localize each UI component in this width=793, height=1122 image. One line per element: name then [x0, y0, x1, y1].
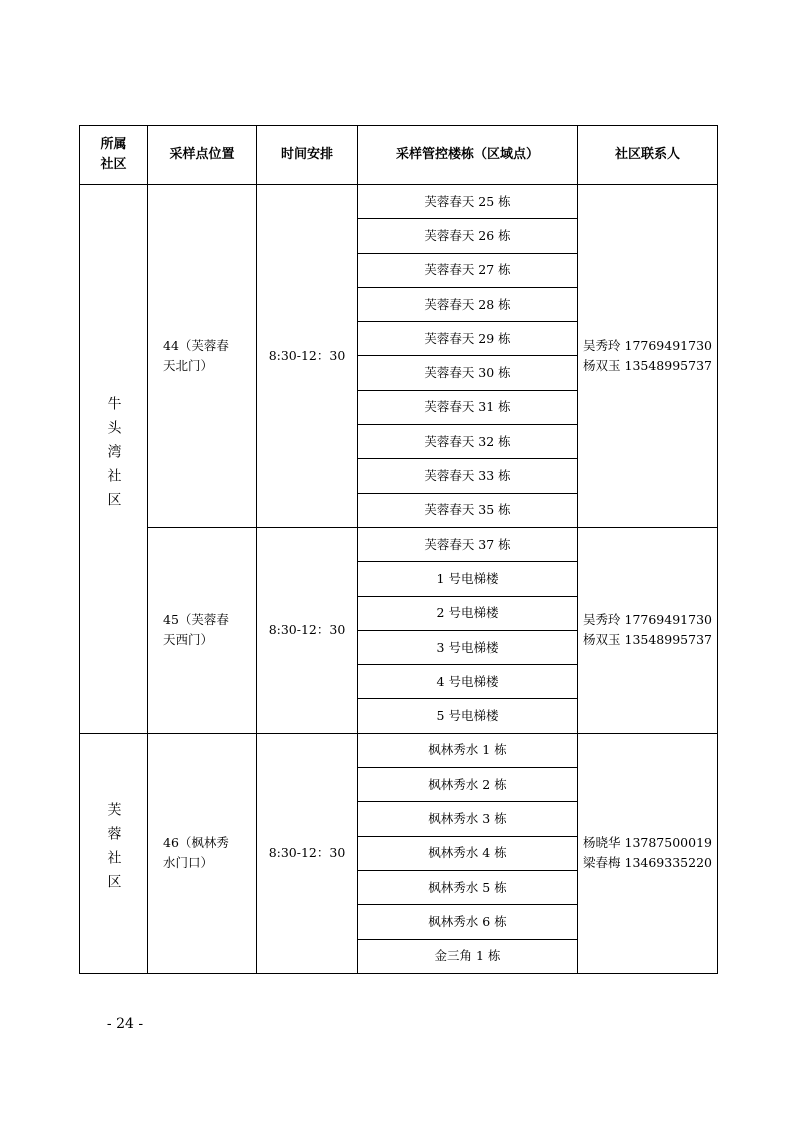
- building-cell: 芙蓉春天 29 栋: [358, 322, 578, 356]
- building-cell: 芙蓉春天 31 栋: [358, 390, 578, 424]
- building-cell: 枫林秀水 5 栋: [358, 870, 578, 904]
- location-cell: [148, 733, 257, 973]
- contact-cell: [578, 527, 718, 733]
- header-community: 所属社区: [80, 126, 148, 185]
- contact-entry: 杨双玉 13548995737: [583, 632, 712, 648]
- community-cell: [80, 733, 148, 973]
- table-header-row: [80, 126, 718, 185]
- building-cell: 芙蓉春天 30 栋: [358, 356, 578, 390]
- building-cell: 1 号电梯楼: [358, 562, 578, 596]
- building-cell: 芙蓉春天 33 栋: [358, 459, 578, 493]
- header-contact: 社区联系人: [578, 126, 718, 185]
- time-cell: 8:30-12：30: [257, 185, 358, 528]
- location-text: 46（枫林秀水门口）: [163, 835, 229, 871]
- location-cell: [148, 185, 257, 528]
- time-cell: 8:30-12：30: [257, 527, 358, 733]
- building-cell: 枫林秀水 3 栋: [358, 802, 578, 836]
- building-cell: 芙蓉春天 27 栋: [358, 253, 578, 287]
- building-cell: 2 号电梯楼: [358, 596, 578, 630]
- building-cell: 芙蓉春天 25 栋: [358, 185, 578, 219]
- table-body: [80, 185, 718, 974]
- building-cell: 3 号电梯楼: [358, 630, 578, 664]
- community-name: 牛头湾社区: [105, 395, 122, 516]
- community-cell: [80, 185, 148, 734]
- building-cell: 芙蓉春天 35 栋: [358, 493, 578, 527]
- contact-cell: [578, 185, 718, 528]
- building-cell: 芙蓉春天 32 栋: [358, 425, 578, 459]
- contact-entry: 吴秀玲 17769491730: [583, 612, 712, 628]
- building-cell: 芙蓉春天 37 栋: [358, 527, 578, 561]
- building-cell: 4 号电梯楼: [358, 665, 578, 699]
- building-cell: 芙蓉春天 26 栋: [358, 219, 578, 253]
- community-name: 芙蓉社区: [105, 802, 122, 899]
- contact-entry: 杨晓华 13787500019: [583, 835, 712, 851]
- building-cell: 芙蓉春天 28 栋: [358, 287, 578, 321]
- location-text: 44（芙蓉春天北门）: [163, 337, 229, 373]
- building-cell: 枫林秀水 1 栋: [358, 733, 578, 767]
- location-text: 45（芙蓉春天西门）: [163, 612, 229, 648]
- header-location: 采样点位置: [148, 126, 257, 185]
- contact-entry: 吴秀玲 17769491730: [583, 337, 712, 353]
- table-row: [80, 527, 718, 561]
- contact-entry: 杨双玉 13548995737: [583, 357, 712, 373]
- time-cell: 8:30-12：30: [257, 733, 358, 973]
- building-cell: 金三角 1 栋: [358, 939, 578, 973]
- building-cell: 枫林秀水 2 栋: [358, 768, 578, 802]
- table-row: [80, 733, 718, 767]
- building-cell: 枫林秀水 4 栋: [358, 836, 578, 870]
- contact-entry: 梁春梅 13469335220: [583, 855, 712, 871]
- contact-cell: [578, 733, 718, 973]
- table-row: [80, 185, 718, 219]
- sampling-schedule-table: [79, 125, 718, 974]
- header-buildings: 采样管控楼栋（区域点）: [358, 126, 578, 185]
- building-cell: 5 号电梯楼: [358, 699, 578, 733]
- location-cell: [148, 527, 257, 733]
- building-cell: 枫林秀水 6 栋: [358, 905, 578, 939]
- header-time: 时间安排: [257, 126, 358, 185]
- page-number: - 24 -: [106, 1016, 144, 1032]
